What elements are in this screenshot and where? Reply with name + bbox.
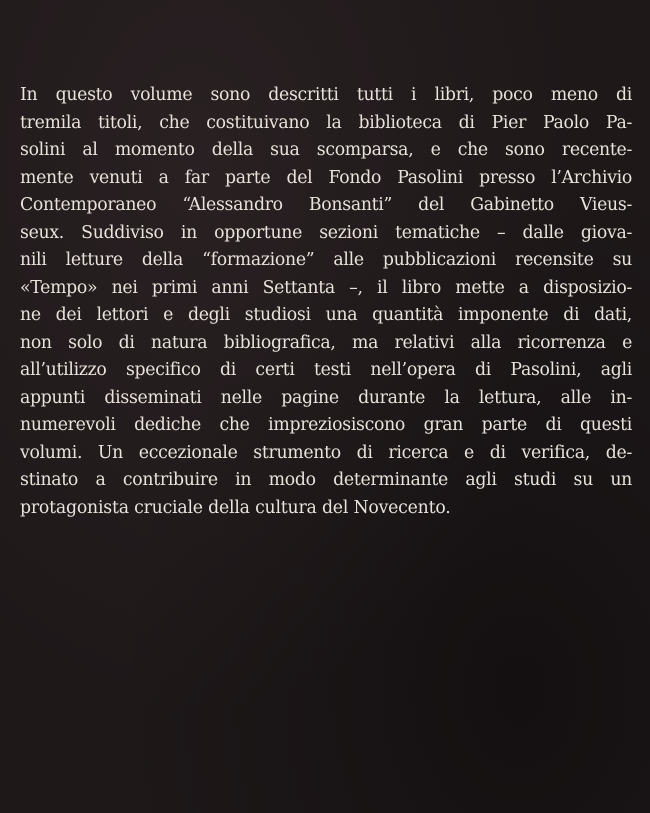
blurb-line: protagonista cruciale della cultura del Novecento. xyxy=(20,497,451,518)
blurb-line: tremila titoli, che costituivano la biblioteca di Pier Paolo Pa- xyxy=(20,112,632,133)
blurb-line: appunti disseminati nelle pagine durante la lettura, alle in- xyxy=(20,387,632,408)
blurb-line: In questo volume sono descritti tutti i libri, poco meno di xyxy=(20,85,632,105)
blurb-line: numerevoli dediche che impreziosiscono gran parte di questi xyxy=(20,415,632,435)
blurb-paragraph xyxy=(20,82,632,522)
blurb-line: solini al momento della sua scomparsa, e che sono recente- xyxy=(20,140,632,160)
blurb-line: Contemporaneo “Alessandro Bonsanti” del Gabinetto Vieus- xyxy=(20,195,632,215)
blurb-line: nili letture della “formazione” alle pubblicazioni recensite su xyxy=(20,250,632,270)
blurb-line: stinato a contribuire in modo determinante agli studi su un xyxy=(20,470,632,490)
blurb-line: all’utilizzo specifico di certi testi nell’opera di Pasolini, agli xyxy=(20,360,632,380)
blurb-line: «Tempo» nei primi anni Settanta –, il libro mette a disposizio- xyxy=(20,277,632,298)
blurb-line: seux. Suddiviso in opportune sezioni tematiche – dalle giova- xyxy=(20,222,632,243)
blurb-line: non solo di natura bibliografica, ma relativi alla ricorrenza e xyxy=(20,332,632,353)
blurb-line: mente venuti a far parte del Fondo Pasolini presso l’Archivio xyxy=(20,167,632,188)
blurb-line: ne dei lettori e degli studiosi una quantità imponente di dati, xyxy=(20,305,632,325)
blurb-line: volumi. Un eccezionale strumento di ricerca e di verifica, de- xyxy=(20,442,632,463)
